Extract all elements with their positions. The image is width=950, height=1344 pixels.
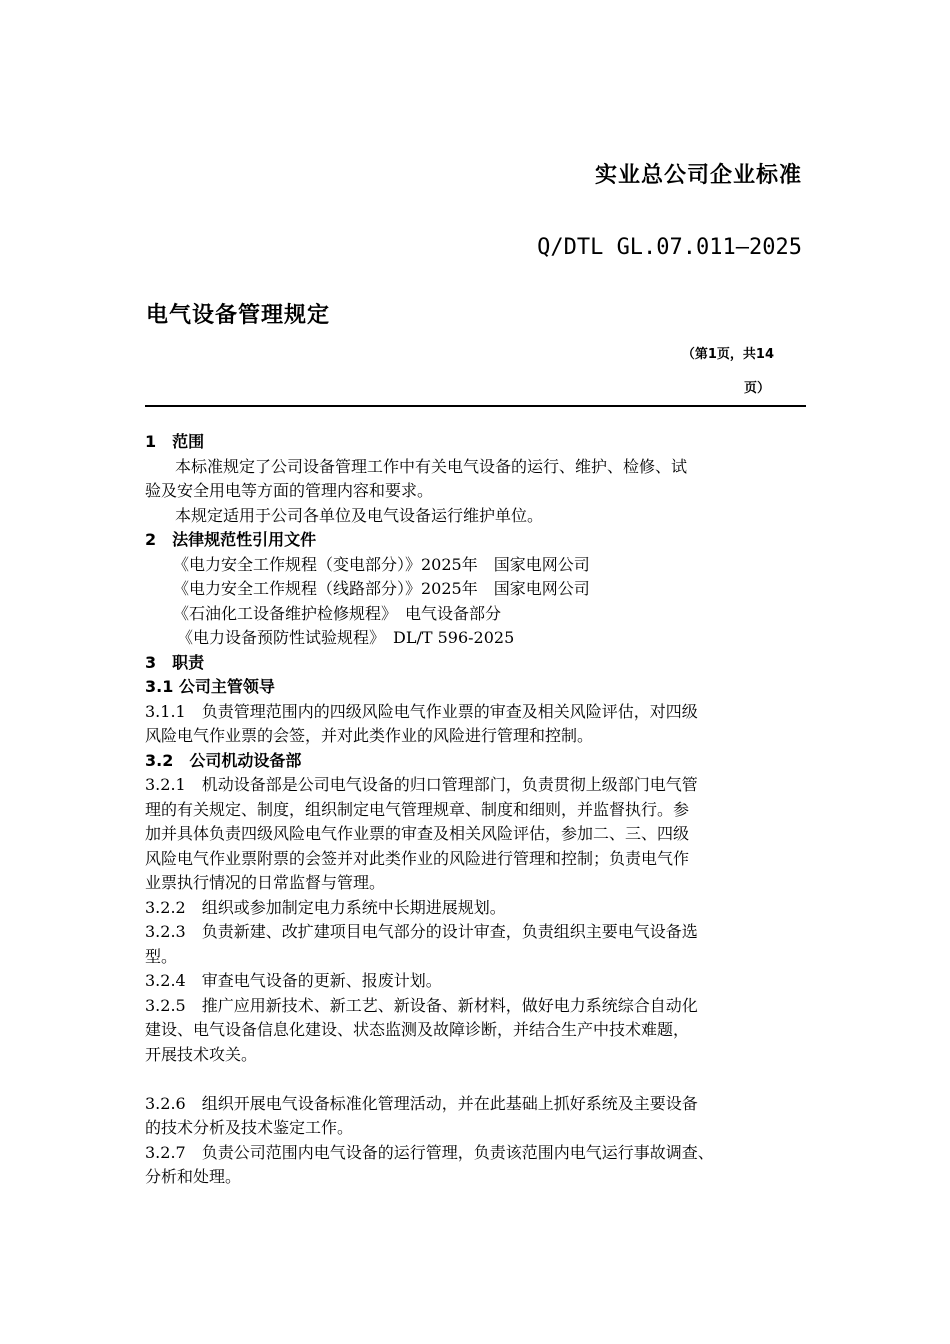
paragraph-line: 本标准规定了公司设备管理工作中有关电气设备的运行、维护、检修、试 (175, 456, 688, 476)
paragraph-line: 3.1.1 负责管理范围内的四级风险电气作业票的审查及相关风险评估，对四级 (145, 701, 698, 721)
paragraph-line: 本规定适用于公司各单位及电气设备运行维护单位。 (175, 505, 544, 525)
paragraph-line: 风险电气作业票附票的会签并对此类作业的风险进行管理和控制；负责电气作 (145, 848, 690, 868)
standard-code: Q/DTL GL.07.011—2025 (537, 235, 802, 260)
paragraph-line: 3.2.3 负责新建、改扩建项目电气部分的设计审查，负责组织主要电气设备选 (145, 922, 698, 941)
blank-line (145, 1067, 825, 1092)
paragraph-line: 3.2.2 组织或参加制定电力系统中长期进展规划。 (145, 897, 506, 917)
section-heading-3: 3 职责 (145, 652, 205, 672)
paragraph-line: 3.2.1 机动设备部是公司电气设备的归口管理部门，负责贯彻上级部门电气管 (145, 775, 698, 794)
paragraph-line: 3.2.4 审查电气设备的更新、报废计划。 (145, 971, 442, 990)
company-standard-heading: 实业总公司企业标准 (594, 163, 802, 188)
paragraph-line: 建设、电气设备信息化建设、状态监测及故障诊断，并结合生产中技术难题， (145, 1020, 690, 1039)
paragraph-line: 3.2.6 组织开展电气设备标准化管理活动，并在此基础上抓好系统及主要设备 (145, 1093, 698, 1113)
subsection-heading-3-1: 3.1 公司主管领导 (145, 677, 275, 696)
section-heading-1: 1 范围 (145, 432, 205, 451)
paragraph-line: 风险电气作业票的会签，并对此类作业的风险进行管理和控制。 (145, 726, 594, 745)
paragraph-line: 3.2.7 负责公司范围内电气设备的运行管理，负责该范围内电气运行事故调查、 (145, 1142, 714, 1162)
reference-item: 《电力安全工作规程（线路部分）》2025年 国家电网公司 (173, 579, 590, 598)
paragraph-line: 理的有关规定、制度，组织制定电气管理规章、制度和细则，并监督执行。参 (145, 799, 690, 819)
paragraph-line: 加并具体负责四级风险电气作业票的审查及相关风险评估，参加二、三、四级 (145, 824, 690, 843)
paragraph-line: 验及安全用电等方面的管理内容和要求。 (145, 481, 434, 500)
page-info-line2: 页） (744, 381, 771, 396)
paragraph-line: 开展技术攻关。 (145, 1044, 258, 1064)
paragraph-line: 型。 (145, 946, 178, 966)
paragraph-line: 业票执行情况的日常监督与管理。 (145, 873, 386, 892)
reference-item: 《电力安全工作规程（变电部分）》2025年 国家电网公司 (173, 554, 590, 574)
subsection-heading-3-2: 3.2 公司机动设备部 (145, 750, 302, 770)
section-heading-2: 2 法律规范性引用文件 (145, 530, 317, 549)
paragraph-line: 3.2.5 推广应用新技术、新工艺、新设备、新材料，做好电力系统综合自动化 (145, 995, 698, 1015)
reference-item: 《电力设备预防性试验规程》 DL/T 596-2025 (177, 628, 515, 647)
paragraph-line: 分析和处理。 (145, 1167, 242, 1186)
paragraph-line: 的技术分析及技术鉴定工作。 (145, 1118, 354, 1137)
header-rule (145, 405, 806, 407)
document-body (145, 430, 825, 1190)
reference-item: 《石油化工设备维护检修规程》 电气设备部分 (173, 603, 502, 623)
page-info-line1: （第1页，共14 (681, 347, 774, 362)
document-title: 电气设备管理规定 (146, 303, 331, 328)
